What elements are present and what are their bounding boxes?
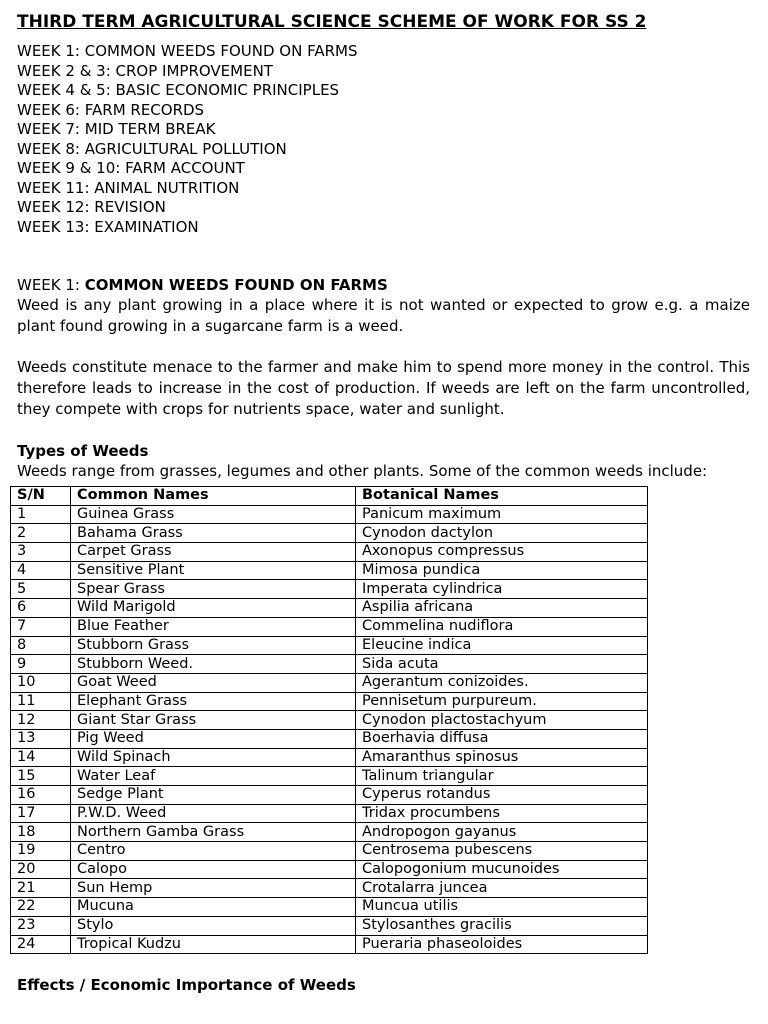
cell-common-name: Mucuna	[71, 898, 356, 917]
cell-botanical-name: Mimosa pundica	[356, 561, 648, 580]
cell-sn: 16	[11, 786, 71, 805]
effects-heading: Effects / Economic Importance of Weeds	[17, 976, 356, 994]
table-row	[11, 617, 648, 636]
cell-common-name: Sensitive Plant	[71, 561, 356, 580]
cell-botanical-name: Muncua utilis	[356, 898, 648, 917]
weeds-table	[10, 486, 648, 954]
table-row	[11, 543, 648, 562]
cell-sn: 10	[11, 673, 71, 692]
week-item: WEEK 7: MID TERM BREAK	[17, 120, 216, 138]
cell-botanical-name: Cynodon dactylon	[356, 524, 648, 543]
cell-sn: 19	[11, 842, 71, 861]
cell-common-name: Goat Weed	[71, 673, 356, 692]
cell-botanical-name: Crotalarra juncea	[356, 879, 648, 898]
cell-botanical-name: Centrosema pubescens	[356, 842, 648, 861]
week-item: WEEK 12: REVISION	[17, 198, 166, 216]
table-header-row	[11, 487, 648, 506]
cell-sn: 6	[11, 599, 71, 618]
cell-botanical-name: Eleucine indica	[356, 636, 648, 655]
cell-common-name: Wild Marigold	[71, 599, 356, 618]
cell-botanical-name: Stylosanthes gracilis	[356, 916, 648, 935]
column-header-common-names: Common Names	[71, 487, 356, 506]
table-row	[11, 860, 648, 879]
cell-sn: 14	[11, 748, 71, 767]
scheme-week-list	[17, 42, 750, 237]
cell-sn: 23	[11, 916, 71, 935]
cell-common-name: Giant Star Grass	[71, 711, 356, 730]
cell-botanical-name: Aspilia africana	[356, 599, 648, 618]
table-row	[11, 580, 648, 599]
weed-menace-paragraph: Weeds constitute menace to the farmer and make him to spend more money in the control. This therefore leads to increase in the cost of production. If weeds are left on the farm uncontrolled, they compete with crops for nutrients space, water and sunlight.	[17, 358, 750, 418]
table-row	[11, 636, 648, 655]
week1-prefix: WEEK 1:	[17, 276, 85, 294]
table-row	[11, 767, 648, 786]
cell-sn: 18	[11, 823, 71, 842]
weed-definition-paragraph: Weed is any plant growing in a place where it is not wanted or expected to grow e.g. a maize plant found growing in a sugarcane farm is a weed.	[17, 296, 750, 335]
table-row	[11, 561, 648, 580]
cell-sn: 5	[11, 580, 71, 599]
table-row	[11, 879, 648, 898]
table-row	[11, 673, 648, 692]
cell-botanical-name: Calopogonium mucunoides	[356, 860, 648, 879]
week-item: WEEK 11: ANIMAL NUTRITION	[17, 178, 240, 197]
cell-botanical-name: Cyperus rotandus	[356, 786, 648, 805]
cell-sn: 7	[11, 617, 71, 636]
cell-common-name: Wild Spinach	[71, 748, 356, 767]
cell-sn: 9	[11, 655, 71, 674]
types-of-weeds-intro: Weeds range from grasses, legumes and other plants. Some of the common weeds include:	[17, 461, 708, 480]
cell-botanical-name: Amaranthus spinosus	[356, 748, 648, 767]
table-row	[11, 711, 648, 730]
cell-common-name: Pig Weed	[71, 729, 356, 748]
cell-sn: 20	[11, 860, 71, 879]
cell-sn: 4	[11, 561, 71, 580]
cell-botanical-name: Sida acuta	[356, 655, 648, 674]
cell-botanical-name: Imperata cylindrica	[356, 580, 648, 599]
document-page	[17, 10, 750, 481]
cell-botanical-name: Talinum triangular	[356, 767, 648, 786]
cell-common-name: Bahama Grass	[71, 524, 356, 543]
cell-sn: 8	[11, 636, 71, 655]
cell-sn: 13	[11, 729, 71, 748]
weeds-table-body	[11, 505, 648, 954]
cell-sn: 21	[11, 879, 71, 898]
table-row	[11, 729, 648, 748]
table-row	[11, 842, 648, 861]
table-row	[11, 935, 648, 954]
table-row	[11, 823, 648, 842]
cell-common-name: Sedge Plant	[71, 786, 356, 805]
cell-botanical-name: Tridax procumbens	[356, 804, 648, 823]
week-item: WEEK 6: FARM RECORDS	[17, 100, 205, 119]
column-header-sn: S/N	[11, 487, 71, 506]
cell-common-name: P.W.D. Weed	[71, 804, 356, 823]
table-row	[11, 898, 648, 917]
cell-botanical-name: Panicum maximum	[356, 505, 648, 524]
table-row	[11, 599, 648, 618]
cell-sn: 2	[11, 524, 71, 543]
week-item: WEEK 2 & 3: CROP IMPROVEMENT	[17, 61, 273, 80]
cell-common-name: Water Leaf	[71, 767, 356, 786]
types-of-weeds-heading: Types of Weeds	[17, 441, 149, 460]
table-row	[11, 748, 648, 767]
table-row	[11, 505, 648, 524]
week-item: WEEK 8: AGRICULTURAL POLLUTION	[17, 139, 287, 158]
cell-common-name: Blue Feather	[71, 617, 356, 636]
week-item: WEEK 9 & 10: FARM ACCOUNT	[17, 159, 245, 177]
cell-botanical-name: Pennisetum purpureum.	[356, 692, 648, 711]
cell-botanical-name: Agerantum conizoides.	[356, 673, 648, 692]
cell-sn: 24	[11, 935, 71, 954]
cell-common-name: Carpet Grass	[71, 543, 356, 562]
cell-botanical-name: Commelina nudiflora	[356, 617, 648, 636]
table-row	[11, 692, 648, 711]
cell-botanical-name: Pueraria phaseoloides	[356, 935, 648, 954]
table-row	[11, 524, 648, 543]
cell-sn: 15	[11, 767, 71, 786]
table-row	[11, 786, 648, 805]
page-title: THIRD TERM AGRICULTURAL SCIENCE SCHEME OF WORK FOR SS 2	[17, 12, 647, 32]
cell-common-name: Calopo	[71, 860, 356, 879]
cell-common-name: Stylo	[71, 916, 356, 935]
cell-common-name: Tropical Kudzu	[71, 935, 356, 954]
cell-sn: 22	[11, 898, 71, 917]
cell-botanical-name: Axonopus compressus	[356, 543, 648, 562]
column-header-botanical-names: Botanical Names	[356, 487, 648, 506]
cell-common-name: Stubborn Weed.	[71, 655, 356, 674]
week-item: WEEK 13: EXAMINATION	[17, 217, 199, 236]
cell-common-name: Stubborn Grass	[71, 636, 356, 655]
cell-sn: 17	[11, 804, 71, 823]
table-row	[11, 804, 648, 823]
cell-sn: 3	[11, 543, 71, 562]
cell-sn: 12	[11, 711, 71, 730]
cell-common-name: Elephant Grass	[71, 692, 356, 711]
cell-sn: 1	[11, 505, 71, 524]
cell-sn: 11	[11, 692, 71, 711]
cell-botanical-name: Cynodon plactostachyum	[356, 711, 648, 730]
cell-botanical-name: Boerhavia diffusa	[356, 729, 648, 748]
cell-common-name: Sun Hemp	[71, 879, 356, 898]
week1-heading	[17, 275, 750, 295]
cell-common-name: Guinea Grass	[71, 505, 356, 524]
table-row	[11, 655, 648, 674]
cell-botanical-name: Andropogon gayanus	[356, 823, 648, 842]
cell-common-name: Spear Grass	[71, 580, 356, 599]
table-row	[11, 916, 648, 935]
week-item: WEEK 1: COMMON WEEDS FOUND ON FARMS	[17, 42, 358, 60]
week-item: WEEK 4 & 5: BASIC ECONOMIC PRINCIPLES	[17, 81, 340, 99]
cell-common-name: Northern Gamba Grass	[71, 823, 356, 842]
cell-common-name: Centro	[71, 842, 356, 861]
week1-topic: COMMON WEEDS FOUND ON FARMS	[84, 276, 388, 294]
